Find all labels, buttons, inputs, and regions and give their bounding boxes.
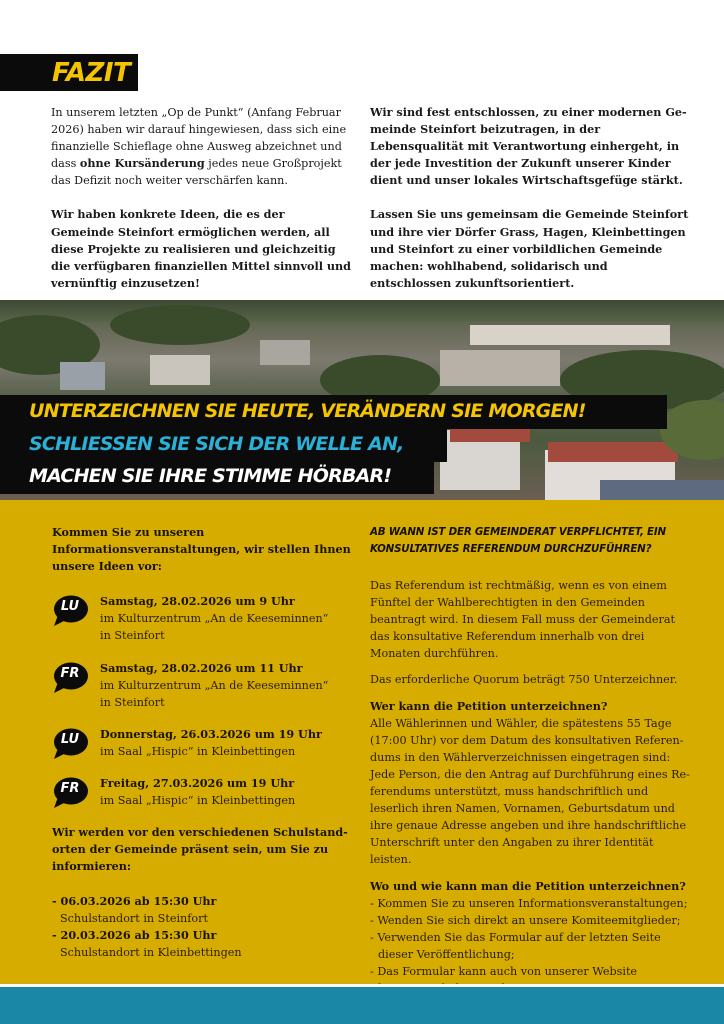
photo-building [60,362,105,390]
photo-roof [450,428,530,442]
fazit-right-paragraph-2: Lassen Sie uns gemeinsam die Gemeinde Steinfort und ihre vier Dörfer Grass, Hagen, Kleinbettingen und Steinfort zu einer vorbildlichen Gemeinde machen: wohlhabend, solidarisch und entschlossen zukunftsorientiert. [370,207,689,290]
how-to-sign-item: - Verwenden Sie das Formular auf der letzten Seite dieser Veröffentlichung; [370,930,661,961]
event-item [52,726,352,760]
referendum-quorum: Das erforderliche Quorum beträgt 750 Unterzeichner. [370,673,678,687]
event-town: in Steinfort [100,695,165,709]
banner-line-3: MACHEN SIE IHRE STIMME HÖRBAR! [0,460,434,494]
fazit-title: FAZIT [52,58,131,88]
photo-background-trees [0,300,724,322]
emphasis-ohne-kursaenderung: ohne Kursänderung [79,156,205,171]
event-item [52,775,352,809]
event-item [52,593,352,644]
school-visit-date: - 20.03.2026 ab 15:30 Uhr [52,927,217,942]
footer-bar [0,987,724,1024]
banner-line-1: UNTERZEICHNEN SIE HEUTE, VERÄNDERN SIE MORGEN! [0,395,667,429]
photo-tree [110,305,250,345]
referendum-column [370,524,690,997]
school-visit-date: - 06.03.2026 ab 15:30 Uhr [52,893,217,908]
photo-building [260,340,310,365]
fazit-right-paragraph-1: Wir sind fest entschlossen, zu einer modernen Gemeinde Steinfort beizutragen, in der Lebensqualität mit Verantwortung einhergeht, in der jede Investition der Zukunft unserer Kinder dient und unser lokales Wirtschaftsgefüge stärkt. [370,105,687,188]
fazit-left-paragraph-1: In unserem letzten „Op de Punkt“ (Anfang Februar 2026) haben wir darauf hingewiesen, dass sich eine finanzielle Schieflage ohne Ausweg abzeichnet und dass ohne Kursänderung jedes neue Großprojekt das Defizit noch weiter verschärfen kann. [51,106,347,188]
event-place: im Saal „Hispic“ in Kleinbettingen [100,794,296,808]
who-can-sign-text: Alle Wählerinnen und Wähler, die spätestens 55 Tage (17:00 Uhr) vor dem Datum des konsultativen Referendums in den Wählerverzeichnissen eingetragen sind: Jede Person, die den Antrag auf Durchführung eines Referendums unterstützt, muss handschriftlich und leserlich ihren Namen, Vornamen, Geburtsdatum und ihre genaue Adresse angeben und ihre handschriftliche Unterschrift unter den Angaben zu ihrer Identität leisten. [370,716,690,867]
fazit-left-column [51,104,351,309]
how-to-sign-item: - Kommen Sie zu unseren Informationsveranstaltungen; [370,896,688,910]
event-date: Samstag, 28.02.2026 um 9 Uhr [100,594,295,609]
event-language-badge: LU [60,599,80,615]
school-visit-item [52,927,352,961]
event-town: in Steinfort [100,629,165,643]
how-to-sign-list [370,895,690,998]
referendum-paragraph-1: Das Referendum ist rechtmäßig, wenn es von einem Fünftel der Wahlberechtigten in den Gemeinden beantragt wird. In diesem Fall muss der Gemeinderat das konsultative Referendum innerhalb von drei Monaten durchführen. [370,579,676,661]
fazit-right-column [370,104,690,309]
photo-building [150,355,210,385]
photo-building [470,325,670,345]
events-intro: Kommen Sie zu unseren Informationsveranstaltungen, wir stellen Ihnen unsere Ideen vor: [52,525,351,574]
how-to-sign-heading: Wo und wie kann man die Petition unterzeichnen? [370,878,686,893]
event-language-badge: LU [60,731,80,747]
who-can-sign-heading: Wer kann die Petition unterzeichnen? [370,698,608,713]
banner-line-2: SCHLIESSEN SIE SICH DER WELLE AN, [0,428,447,462]
event-place: im Kulturzentrum „An de Keeseminnen“ [100,612,329,626]
fazit-left-paragraph-2: Wir haben konkrete Ideen, die es der Gemeinde Steinfort ermöglichen werden, all diese Projekte zu realisieren und gleichzeitig die verfügbaren finanziellen Mittel sinnvoll und vernünftig einzusetzen! [51,207,351,290]
photo-building [440,350,560,386]
school-visit-location: Schulstandort in Kleinbettingen [60,945,242,959]
how-to-sign-item: - Wenden Sie sich direkt an unsere Komiteemitglieder; [370,913,681,927]
photo-building [600,480,724,500]
info-events-column [52,524,352,961]
schools-intro: Wir werden vor den verschiedenen Schulstandorten der Gemeinde präsent sein, um Sie zu informieren: [52,825,348,874]
event-language-badge: FR [60,781,80,797]
referendum-heading: AB WANN IST DER GEMEINDERAT VERPFLICHTET, EIN KONSULTATIVES REFERENDUM DURCHZUFÜHREN? [370,526,666,555]
event-place: im Saal „Hispic“ in Kleinbettingen [100,744,296,758]
event-language-badge: FR [60,665,80,681]
event-date: Samstag, 28.02.2026 um 11 Uhr [100,660,303,675]
photo-roof [548,442,678,462]
event-date: Donnerstag, 26.03.2026 um 19 Uhr [100,726,322,741]
event-date: Freitag, 27.03.2026 um 19 Uhr [100,776,295,791]
how-to-sign-item: - Das Formular kann auch von unserer Website [370,964,638,978]
school-visit-location: Schulstandort in Steinfort [60,911,208,925]
event-item [52,660,352,711]
event-place: im Kulturzentrum „An de Keeseminnen“ [100,678,329,692]
school-visit-item [52,893,352,927]
